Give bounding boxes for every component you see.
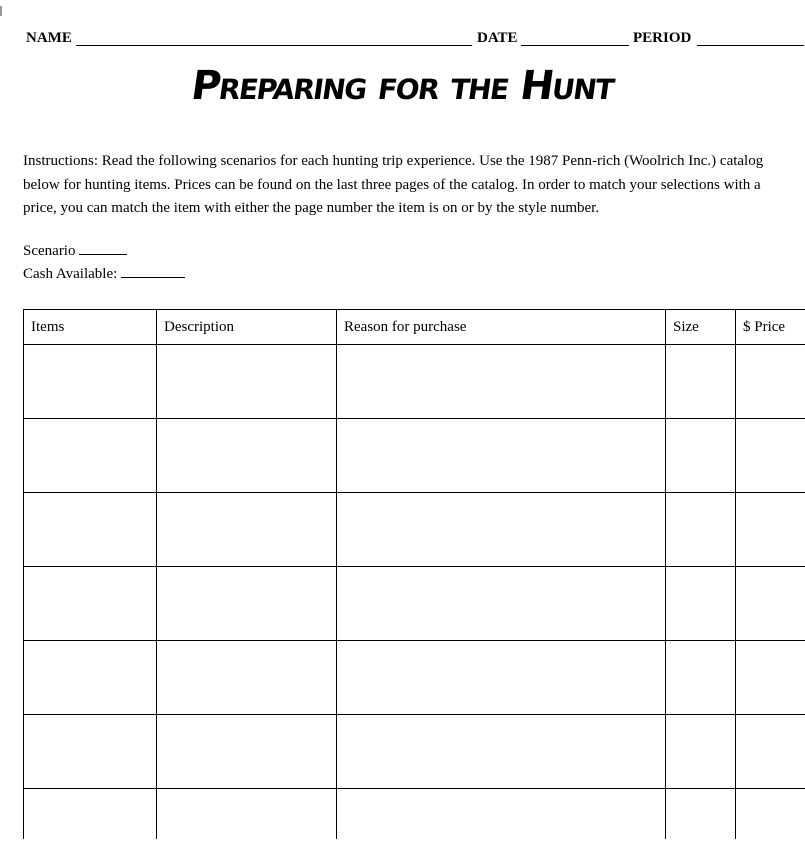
name-blank[interactable]: [76, 45, 472, 46]
scenario-blank[interactable]: [79, 242, 127, 255]
period-blank[interactable]: [697, 45, 804, 46]
items-cell[interactable]: [24, 345, 157, 419]
table-row: [24, 641, 805, 715]
corner-mark: [0, 6, 2, 16]
price-cell[interactable]: [736, 641, 805, 715]
name-label: NAME: [26, 30, 72, 46]
date-label: DATE: [477, 30, 518, 46]
column-header-size: Size: [666, 310, 736, 345]
worksheet-title: Preparing for the Hunt: [188, 63, 617, 109]
reason-cell[interactable]: [337, 641, 666, 715]
price-cell[interactable]: [736, 715, 805, 789]
size-cell[interactable]: [666, 715, 736, 789]
reason-cell[interactable]: [337, 493, 666, 567]
size-cell[interactable]: [666, 345, 736, 419]
column-header-items: Items: [24, 310, 157, 345]
price-cell[interactable]: [736, 493, 805, 567]
reason-cell[interactable]: [337, 789, 666, 840]
column-header-price: $ Price: [736, 310, 805, 345]
cash-blank[interactable]: [121, 265, 185, 278]
table-row: [24, 789, 805, 840]
price-cell[interactable]: [736, 345, 805, 419]
description-cell[interactable]: [157, 493, 337, 567]
date-blank[interactable]: [521, 45, 629, 46]
cash-field: [23, 264, 185, 284]
description-cell[interactable]: [157, 567, 337, 641]
student-info-line: [26, 29, 804, 49]
size-cell[interactable]: [666, 567, 736, 641]
reason-cell[interactable]: [337, 715, 666, 789]
description-cell[interactable]: [157, 419, 337, 493]
items-cell[interactable]: [24, 419, 157, 493]
size-cell[interactable]: [666, 419, 736, 493]
table-row: [24, 345, 805, 419]
scenario-label: Scenario: [23, 243, 76, 259]
size-cell[interactable]: [666, 493, 736, 567]
items-cell[interactable]: [24, 789, 157, 840]
items-cell[interactable]: [24, 567, 157, 641]
reason-cell[interactable]: [337, 419, 666, 493]
items-cell[interactable]: [24, 493, 157, 567]
cash-label: Cash Available:: [23, 266, 118, 282]
purchase-table: [23, 309, 805, 839]
price-cell[interactable]: [736, 789, 805, 840]
description-cell[interactable]: [157, 715, 337, 789]
price-cell[interactable]: [736, 567, 805, 641]
items-cell[interactable]: [24, 715, 157, 789]
size-cell[interactable]: [666, 641, 736, 715]
description-cell[interactable]: [157, 345, 337, 419]
reason-cell[interactable]: [337, 345, 666, 419]
size-cell[interactable]: [666, 789, 736, 840]
table-header-row: [24, 310, 805, 345]
instructions-text: Instructions: Read the following scenarios for each hunting trip experience. Use the 1987 Penn-rich (Woolrich Inc.) catalog below for hunting items. Prices can be found on the last three pages of the catalog. In order to match your selections with a price, you can match the item with either the page number the item is on or by the style number.: [23, 153, 764, 216]
reason-cell[interactable]: [337, 567, 666, 641]
description-cell[interactable]: [157, 641, 337, 715]
period-label: PERIOD: [633, 30, 692, 46]
items-cell[interactable]: [24, 641, 157, 715]
table-row: [24, 493, 805, 567]
column-header-reason: Reason for purchase: [337, 310, 666, 345]
scenario-field: [23, 241, 127, 261]
column-header-description: Description: [157, 310, 337, 345]
table-row: [24, 419, 805, 493]
table-row: [24, 567, 805, 641]
table-row: [24, 715, 805, 789]
description-cell[interactable]: [157, 789, 337, 840]
price-cell[interactable]: [736, 419, 805, 493]
